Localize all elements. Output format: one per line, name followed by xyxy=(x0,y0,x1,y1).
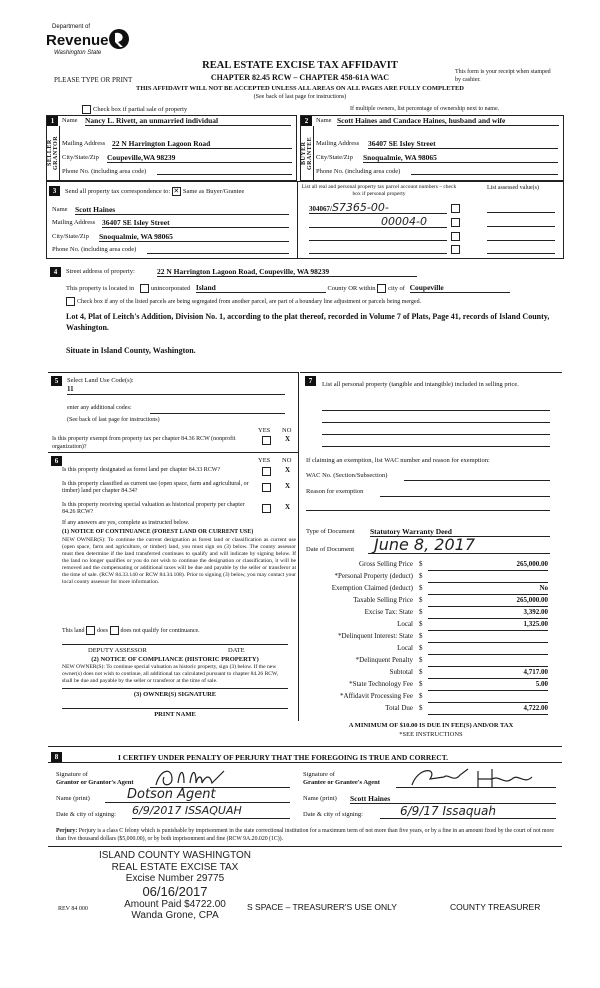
parcel-2-handwritten: 00004-0 xyxy=(381,215,427,228)
city-value[interactable]: Coupeville xyxy=(410,283,510,293)
tax-row-value[interactable]: 4,722.00 xyxy=(428,704,548,715)
notice-2-title: (2) NOTICE OF COMPLIANCE (HISTORIC PROPERTY) xyxy=(91,656,259,663)
buyer-name[interactable]: Scott Haines and Candace Haines, husband and wife xyxy=(337,116,559,126)
legal-situate: Situate in Island County, Washington. xyxy=(66,346,196,355)
not-accepted: THIS AFFIDAVIT WILL NOT BE ACCEPTED UNLESS ALL AREAS ON ALL PAGES ARE FULLY COMPLETED xyxy=(136,85,464,92)
historic-question: Is this property receiving special valuation as historical property per chapter 84.26 RCW? xyxy=(62,502,245,515)
sec8-bottom-border xyxy=(48,846,562,847)
wac-label: WAC No. (Section/Subsection) xyxy=(306,472,388,479)
exempt-question: Is this property exempt from property tax per chapter 84.36 RCW (nonprofit organization)? xyxy=(52,436,236,450)
tax-row-label: *Personal Property (deduct) xyxy=(334,572,413,580)
doc-type-value[interactable]: Statutory Warranty Deed xyxy=(370,527,550,537)
certify-statement: I CERTIFY UNDER PENALTY OF PERJURY THAT THE FOREGOING IS TRUE AND CORRECT. xyxy=(118,753,449,762)
section-7-number: 7 xyxy=(305,376,316,386)
buyer-phone[interactable] xyxy=(411,174,558,175)
send-correspondence xyxy=(65,187,244,196)
tax-row-label: Taxable Selling Price xyxy=(353,596,413,604)
reason-label: Reason for exemption xyxy=(306,488,364,495)
sec7-bottom-border xyxy=(48,746,562,747)
treasurer-stamp xyxy=(90,850,260,922)
tax-row-dollar: $ xyxy=(419,596,423,604)
stamp-line-1: ISLAND COUNTY WASHINGTON xyxy=(98,850,252,861)
corr-mailing[interactable]: 36407 SE Isley Street xyxy=(102,218,289,228)
treasurer-use-only: S SPACE – TREASURER'S USE ONLY xyxy=(247,902,397,912)
tax-row-value[interactable] xyxy=(428,644,548,655)
tax-row xyxy=(300,656,562,668)
dor-line1: Department of xyxy=(52,24,91,30)
parcel-2-checkbox[interactable] xyxy=(451,218,460,227)
parcel-1[interactable] xyxy=(309,201,447,214)
tax-row-value[interactable]: 265,000.00 xyxy=(428,560,548,571)
land-use-line xyxy=(67,394,285,395)
wac-input[interactable] xyxy=(404,480,550,481)
tax-row-label: *Delinquent Interest: State xyxy=(337,632,413,640)
perjury-notice xyxy=(56,828,556,843)
partial-sale[interactable] xyxy=(82,105,187,114)
parcel-1-checkbox[interactable] xyxy=(451,204,460,213)
parcel-4-checkbox[interactable] xyxy=(451,245,460,254)
if-any-yes: If any answers are yes, complete as instructed below. xyxy=(62,520,190,526)
doc-date-label: Date of Document xyxy=(306,546,355,553)
current-use-question: Is this property classified as current use (open space, farm and agricultural, or timber) land per chapter 84.34? xyxy=(62,481,249,494)
seller-mailing[interactable]: 22 N Harrington Lagoon Road xyxy=(112,139,292,149)
tax-table xyxy=(300,560,562,720)
parcel-2[interactable] xyxy=(309,215,447,228)
located-row xyxy=(66,283,546,293)
tax-row xyxy=(300,668,562,680)
corr-city[interactable]: Snoqualmie, WA 98065 xyxy=(99,232,289,242)
tax-row-dollar: $ xyxy=(419,680,423,688)
tax-row xyxy=(300,680,562,692)
tax-row xyxy=(300,572,562,584)
grantor-print-name[interactable]: Dotson Agent xyxy=(105,788,290,803)
unincorporated-label: unincorporated xyxy=(150,285,191,292)
tax-row-label: Local xyxy=(397,644,413,652)
assessed-1[interactable] xyxy=(487,212,555,213)
stamp-line-2: REAL ESTATE EXCISE TAX xyxy=(111,861,239,873)
parcel-3-checkbox[interactable] xyxy=(451,232,460,241)
right-lower-column xyxy=(300,372,562,373)
grantor-date-city[interactable]: 6/9/2017 ISSAQUAH xyxy=(132,804,290,819)
seller-phone-label: Phone No. (including area code) xyxy=(62,168,147,175)
buyer-phone-label: Phone No. (including area code) xyxy=(316,168,401,175)
tax-row xyxy=(300,692,562,704)
tax-row-label: Local xyxy=(397,620,413,628)
stamp-line-6: Wanda Grone, CPA xyxy=(131,910,219,921)
seller-city[interactable]: Coupeville,WA 98239 xyxy=(107,153,292,163)
grantee-signature-scribble xyxy=(408,765,538,791)
doc-type-label: Type of Document xyxy=(306,528,355,535)
tax-row-value[interactable]: 265,000.00 xyxy=(428,596,548,607)
stamp-line-5: Amount Paid $4722.00 xyxy=(124,898,226,910)
deputy-assessor-label: DEPUTY ASSESSOR xyxy=(88,647,147,654)
assessed-3[interactable] xyxy=(487,240,555,241)
grantee-date-label: Date & city of signing: xyxy=(303,811,363,818)
land-use-label: Select Land Use Code(s): xyxy=(67,377,134,384)
unincorporated-checkbox[interactable] xyxy=(140,284,149,293)
historic-yes-checkbox[interactable] xyxy=(262,504,271,513)
assessed-4[interactable] xyxy=(487,253,555,254)
does-qualify-checkbox[interactable] xyxy=(86,626,95,635)
qualify-row xyxy=(62,626,200,635)
grantor-print-label: Name (print) xyxy=(56,795,90,802)
additional-codes-input[interactable] xyxy=(150,413,285,414)
same-as-buyer-label: Same as Buyer/Grantee xyxy=(182,187,245,195)
land-use-value[interactable]: 11 xyxy=(67,385,74,393)
section-3-number: 3 xyxy=(49,186,60,196)
assessed-2[interactable] xyxy=(487,226,555,227)
receipt-note: This form is your receipt when stamped by cashier. xyxy=(455,69,551,83)
does-not-qualify-checkbox[interactable] xyxy=(110,626,119,635)
tax-row-value[interactable]: 4,717.00 xyxy=(428,668,548,679)
tax-row-value[interactable] xyxy=(428,632,548,643)
grantor-sig-label-2: Grantor or Grantor's Agent xyxy=(56,779,134,786)
tax-row-label: Total Due xyxy=(385,704,413,712)
tax-row xyxy=(300,704,562,716)
partial-sale-checkbox[interactable] xyxy=(82,105,91,114)
parcel-4[interactable] xyxy=(309,253,447,254)
tax-row-dollar: $ xyxy=(419,692,423,700)
tax-row xyxy=(300,584,562,596)
owner-signature-line[interactable] xyxy=(62,688,288,689)
deputy-date-label: DATE xyxy=(228,647,245,654)
personal-property-line-3[interactable] xyxy=(322,434,550,435)
same-as-buyer-checkbox[interactable]: ✕ xyxy=(173,187,180,195)
seller-side-text: SELLER GRANTOR xyxy=(47,135,59,171)
this-land-label: This land xyxy=(62,627,85,634)
personal-property-line-4[interactable] xyxy=(322,446,550,447)
grantor-sig-label-1: Signature of xyxy=(56,771,88,778)
exempt-no-mark[interactable]: X xyxy=(285,435,291,443)
print-name-line[interactable] xyxy=(62,708,288,709)
doc-date-value[interactable]: June 8, 2017 xyxy=(368,536,550,554)
form-chapter: CHAPTER 82.45 RCW – CHAPTER 458-61A WAC xyxy=(210,73,390,82)
tax-row xyxy=(300,596,562,608)
legal-description: Lot 4, Plat of Leitch's Addition, Division No. 1, according to the plat thereof, recorded in Volume 7 of Plats, Page 41, records of Island County, Washington. xyxy=(66,312,550,332)
current-use-yes-checkbox[interactable] xyxy=(262,483,271,492)
parcel-3[interactable] xyxy=(309,240,447,241)
tax-row-dollar: $ xyxy=(419,632,423,640)
tax-row-dollar: $ xyxy=(419,560,423,568)
dor-emblem-icon xyxy=(108,28,130,50)
forest-yes-checkbox[interactable] xyxy=(262,467,271,476)
buyer-mailing[interactable]: 36407 SE Isley Street xyxy=(368,139,558,149)
reason-input-2[interactable] xyxy=(306,510,550,511)
buyer-side-text: BUYER GRANTEE xyxy=(301,136,313,170)
seller-name-label: Name xyxy=(62,117,78,124)
tax-row-dollar: $ xyxy=(419,620,423,628)
grantee-sig-label-1: Signature of xyxy=(303,771,335,778)
tax-row xyxy=(300,560,562,572)
sec5-yes: YES xyxy=(258,427,271,434)
section-1 xyxy=(46,115,297,181)
tax-row-dollar: $ xyxy=(419,656,423,664)
parcel-1-typed: 304067/ xyxy=(309,205,332,213)
does-not-label: does not qualify for continuance. xyxy=(120,627,200,634)
exemption-label: If claiming an exemption, list WAC number and reason for exemption: xyxy=(306,457,490,464)
segregated-checkbox[interactable] xyxy=(66,297,75,306)
section-5-number: 5 xyxy=(51,376,62,386)
section-3-divider xyxy=(297,182,298,258)
section-3 xyxy=(46,181,564,259)
sec6-no: NO xyxy=(282,457,292,464)
tax-row-label: Subtotal xyxy=(389,668,413,676)
section-2 xyxy=(300,115,564,181)
exempt-yes-checkbox[interactable] xyxy=(262,436,271,445)
corr-mailing-label: Mailing Address xyxy=(52,219,96,226)
tax-row-dollar: $ xyxy=(419,668,423,676)
grantee-print-name[interactable]: Scott Haines xyxy=(350,794,556,804)
see-instructions: *SEE INSTRUCTIONS xyxy=(399,731,463,738)
perjury-text: Perjury is a class C felony which is punishable by imprisonment in the state correctional institution for a maximum term of not more than five years, or by a fine in an amount fixed by the court of not more than five thousand dollars ($5,000.00), or by both imprisonment and fine (RCW 9A.20.020 (1C)). xyxy=(56,828,554,842)
section-1-number: 1 xyxy=(47,116,58,126)
land-use-see-back: (See back of last page for instructions) xyxy=(67,417,160,423)
sec5-6-divider xyxy=(48,452,298,453)
buyer-city[interactable]: Snoqualmie, WA 98065 xyxy=(363,153,558,163)
parcel-1-handwritten: S7365-00- xyxy=(331,201,389,214)
personal-property-label: List all personal property (tangible and intangible) included in selling price. xyxy=(322,381,519,388)
county-treasurer: COUNTY TREASURER xyxy=(450,902,541,912)
tax-row-value[interactable] xyxy=(428,572,548,583)
notice-1-title: (1) NOTICE OF CONTINUANCE (FOREST LAND OR CURRENT USE) xyxy=(62,529,254,535)
tax-row-value[interactable]: 5.00 xyxy=(428,680,548,691)
county-value[interactable]: Island xyxy=(196,283,326,293)
stamp-line-3: Excise Number 29775 xyxy=(125,873,225,884)
corr-name-label: Name xyxy=(52,206,68,213)
tax-row-dollar: $ xyxy=(419,584,423,592)
owner-signature-label: (3) OWNER(S) SIGNATURE xyxy=(133,691,217,698)
dor-logo xyxy=(46,22,136,64)
tax-row-dollar: $ xyxy=(419,572,423,580)
corr-phone-label: Phone No. (including area code) xyxy=(52,246,137,253)
historic-no-mark[interactable]: X xyxy=(285,503,291,511)
county-or-label: County OR within xyxy=(327,285,376,292)
grantee-date-city[interactable]: 6/9/17 Issaquah xyxy=(380,804,556,819)
corr-name[interactable]: Scott Haines xyxy=(75,205,289,215)
city-of-label: city of xyxy=(388,285,405,292)
send-correspondence-label: Send all property tax correspondence to: xyxy=(65,187,171,195)
tax-row-label: *Delinquent Penalty xyxy=(355,656,413,664)
seller-side-label xyxy=(47,126,60,180)
please-type: PLEASE TYPE OR PRINT xyxy=(54,76,133,84)
tax-row-value[interactable]: 3,392.00 xyxy=(428,608,548,619)
buyer-side-label xyxy=(301,126,314,180)
tax-row-label: Gross Selling Price xyxy=(358,560,413,568)
tax-row-value[interactable] xyxy=(428,656,548,667)
tax-row-label: Excise Tax: State xyxy=(364,608,413,616)
minimum-notice: A MINIMUM OF $10.00 IS DUE IN FEE(S) AND/OR TAX xyxy=(348,722,514,729)
section-4-number: 4 xyxy=(50,267,61,277)
grantee-sig-label-2: Grantee or Grantee's Agent xyxy=(303,779,380,786)
segregated-row[interactable] xyxy=(66,297,566,306)
dor-line3: Washington State xyxy=(54,50,102,56)
seller-name[interactable]: Nancy L. Rivett, an unmarried individual xyxy=(85,116,291,126)
reason-input[interactable] xyxy=(380,496,550,497)
forest-question: Is this property designated as forest land per chapter 84.33 RCW? xyxy=(62,467,221,473)
multiple-owners: If multiple owners, list percentage of ownership next to name. xyxy=(350,106,500,112)
current-use-no-mark[interactable]: X xyxy=(285,482,291,490)
tax-row-label: Exemption Claimed (deduct) xyxy=(331,584,413,592)
parcel-header: List all real and personal property tax parcel account numbers – check box if personal property xyxy=(301,184,457,197)
rev-number: REV 84 000 xyxy=(58,906,88,912)
dor-line2: Revenue xyxy=(46,32,109,49)
assessed-header: List assessed value(s) xyxy=(487,185,539,191)
additional-codes-label: enter any additional codes: xyxy=(67,405,132,411)
sec5-no: NO xyxy=(282,427,292,434)
tax-row xyxy=(300,644,562,656)
personal-property-line-1[interactable] xyxy=(322,410,550,411)
tax-row xyxy=(300,608,562,620)
buyer-mailing-label: Mailing Address xyxy=(316,140,360,147)
buyer-name-label: Name xyxy=(316,117,332,124)
seller-city-label: City/State/Zip xyxy=(62,154,99,161)
grantee-print-label: Name (print) xyxy=(303,795,337,802)
tax-row xyxy=(300,620,562,632)
tax-row-value[interactable]: No xyxy=(428,584,548,595)
located-label: This property is located in xyxy=(66,285,135,292)
section-8-number: 8 xyxy=(51,752,62,762)
forest-no-mark[interactable]: X xyxy=(285,466,291,474)
print-name-label: PRINT NAME xyxy=(154,711,196,718)
does-label: does xyxy=(97,627,108,634)
form-title: REAL ESTATE EXCISE TAX AFFIDAVIT xyxy=(202,60,398,71)
segregated-label: Check box if any of the listed parcels are being segregated from another parcel, are part of a boundary line adjustment or parcels being merged. xyxy=(77,298,422,305)
see-back-header: (See back of last page for instructions) xyxy=(253,94,347,100)
section-2-number: 2 xyxy=(301,116,312,126)
street-label: Street address of property: xyxy=(66,268,135,275)
tax-row xyxy=(300,632,562,644)
personal-property-line-2[interactable] xyxy=(322,422,550,423)
street-address[interactable]: 22 N Harrington Lagoon Road, Coupeville, WA 98239 xyxy=(157,267,417,277)
tax-row-dollar: $ xyxy=(419,608,423,616)
stamp-line-4: 06/16/2017 xyxy=(142,883,208,899)
tax-row-label: *Affidavit Processing Fee xyxy=(340,692,413,700)
notice-2-body: NEW OWNER(S): To continue special valuation as historic property, sign (3) below. If the new owner(s) does not wish to continue, all additional tax calculated pursuant to chapter 84.26 RCW, shall be due and payable by the seller or transferor at the time of sale. xyxy=(62,664,279,684)
tax-row-dollar: $ xyxy=(419,704,423,712)
seller-mailing-label: Mailing Address xyxy=(62,140,106,147)
partial-sale-label: Check box if partial sale of property xyxy=(93,105,188,113)
sec8-rule xyxy=(48,762,562,763)
tax-row-label: *State Technology Fee xyxy=(349,680,413,688)
tax-row-value[interactable]: 1,325.00 xyxy=(428,620,548,631)
seller-phone[interactable] xyxy=(157,174,292,175)
notice-1-body: NEW OWNER(S): To continue the current designation as forest land or classification as current use (open space, farm and agriculture, or timber) land, you must sign on (3) below. The county assessor must then determine if the land transferred continues to qualify and will indicate by signing below. If the land no longer qualifies or you do not wish to continue the designation or classification, it will be removed and the compensating or additional taxes will be due and payable by the seller or transferor at the time of sale. (RCW 84.33.140 or RCW 84.34.108). Prior to signing (3) below, you may contact your local county assessor for more information. xyxy=(62,537,296,585)
tax-row-value[interactable] xyxy=(428,692,548,703)
buyer-city-label: City/State/Zip xyxy=(316,154,353,161)
deputy-assessor-line[interactable] xyxy=(62,644,288,645)
grantor-date-label: Date & city of signing: xyxy=(56,811,116,818)
section-6-number: 6 xyxy=(51,456,62,466)
corr-city-label: City/State/Zip xyxy=(52,233,89,240)
city-checkbox[interactable] xyxy=(377,284,386,293)
tax-row-dollar: $ xyxy=(419,644,423,652)
perjury-label: Perjury: xyxy=(56,828,78,834)
corr-phone[interactable] xyxy=(147,253,289,254)
sec6-yes: YES xyxy=(258,457,271,464)
